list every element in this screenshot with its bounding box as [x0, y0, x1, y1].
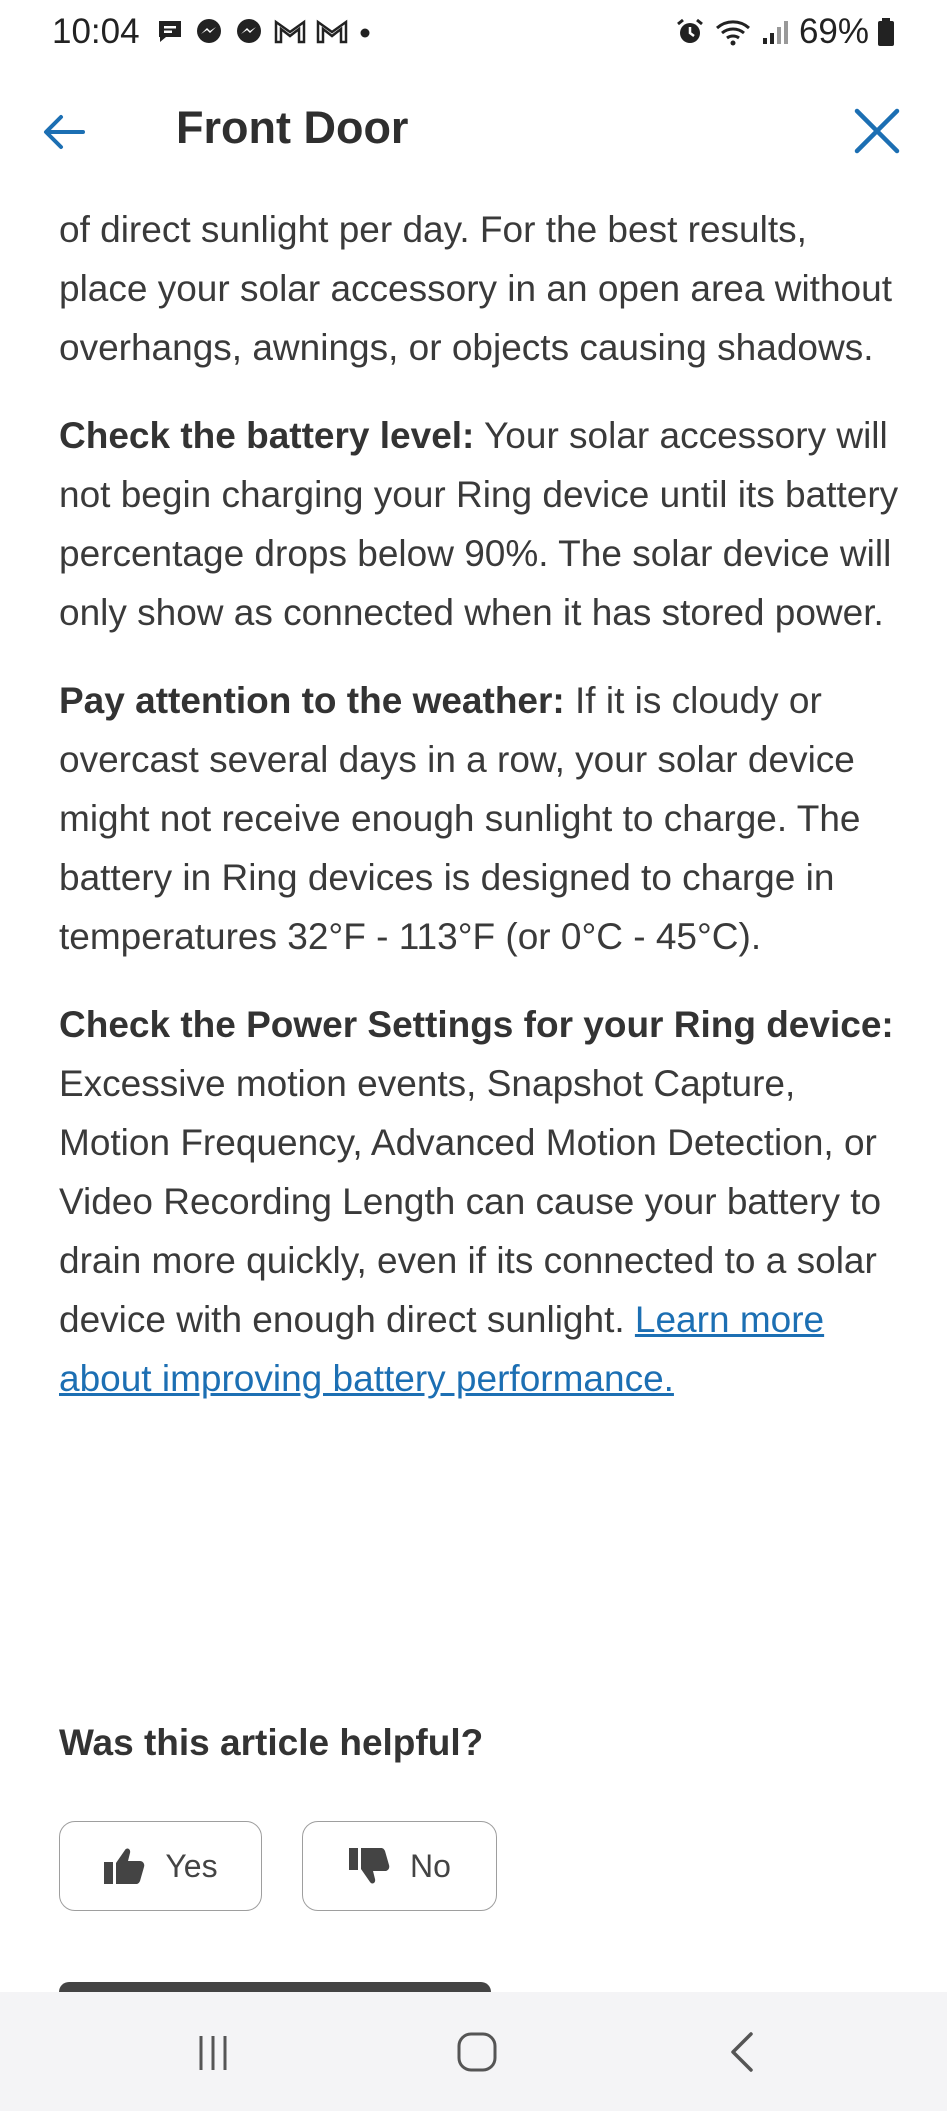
yes-label: Yes: [165, 1847, 218, 1884]
gmail-icon: [274, 19, 306, 45]
status-bar: [0, 0, 947, 64]
paragraph-heading: Check the battery level:: [59, 415, 475, 456]
back-button[interactable]: [36, 104, 92, 160]
status-right: [675, 12, 895, 52]
nav-back-button[interactable]: [712, 2022, 772, 2082]
recent-apps-icon: [193, 2032, 233, 2072]
recent-apps-button[interactable]: [183, 2022, 243, 2082]
yes-button[interactable]: [59, 1821, 262, 1911]
paragraph-heading: Check the Power Settings for your Ring device:: [59, 1004, 894, 1045]
battery-performance-link[interactable]: Learn more about improving battery performance.: [59, 1299, 825, 1399]
app-header: [0, 64, 947, 196]
status-left: [52, 12, 372, 52]
messenger-icon: [234, 17, 264, 47]
article-body: [59, 200, 899, 1437]
home-button[interactable]: [447, 2022, 507, 2082]
home-icon: [455, 2030, 499, 2074]
wifi-icon: [713, 17, 753, 47]
gmail-icon: [316, 19, 348, 45]
close-icon: [852, 106, 902, 156]
paragraph-heading: Pay attention to the weather:: [59, 680, 565, 721]
thumbs-up-icon: [103, 1847, 145, 1885]
arrow-left-icon: [41, 112, 87, 152]
dot-icon: [358, 25, 372, 39]
chat-icon: [156, 18, 184, 46]
thumbs-down-icon: [348, 1847, 390, 1885]
article-paragraph: [59, 995, 899, 1408]
paragraph-text: If it is cloudy or overcast several days in a row, your solar device might not receive enough sunlight to charge. The battery in Ring devices is designed to charge in temperatures 32°F - 113°F (or 0°C - 45°C).: [59, 680, 861, 957]
article-paragraph: [59, 406, 899, 642]
battery-percent: 69%: [798, 12, 869, 51]
paragraph-text: of direct sunlight per day. For the best results, place your solar accessory in an open area without overhangs, awnings, or objects causing shadows.: [59, 209, 892, 368]
alarm-icon: [675, 17, 705, 47]
paragraph-text: Your solar accessory will not begin charging your Ring device until its battery percentage drops below 90%. The solar device will only show as connected when it has stored power.: [59, 415, 899, 633]
close-button[interactable]: [846, 100, 908, 162]
helpful-question: Was this article helpful?: [59, 1722, 484, 1763]
messenger-icon: [194, 17, 224, 47]
article-paragraph: [59, 200, 899, 377]
signal-icon: [761, 18, 791, 46]
system-nav-bar: [0, 1992, 947, 2111]
paragraph-text: Excessive motion events, Snapshot Capture, Motion Frequency, Advanced Motion Detection, or Video Recording Length can cause your battery to drain more quickly, even if its connected to a solar device with enough direct sunlight.: [59, 1063, 882, 1340]
battery-icon: [877, 17, 895, 47]
page-title: Front Door: [176, 102, 409, 153]
article-paragraph: [59, 671, 899, 966]
back-icon: [727, 2030, 757, 2074]
no-button[interactable]: [302, 1821, 497, 1911]
no-label: No: [410, 1847, 451, 1884]
status-time: 10:04: [52, 12, 140, 51]
